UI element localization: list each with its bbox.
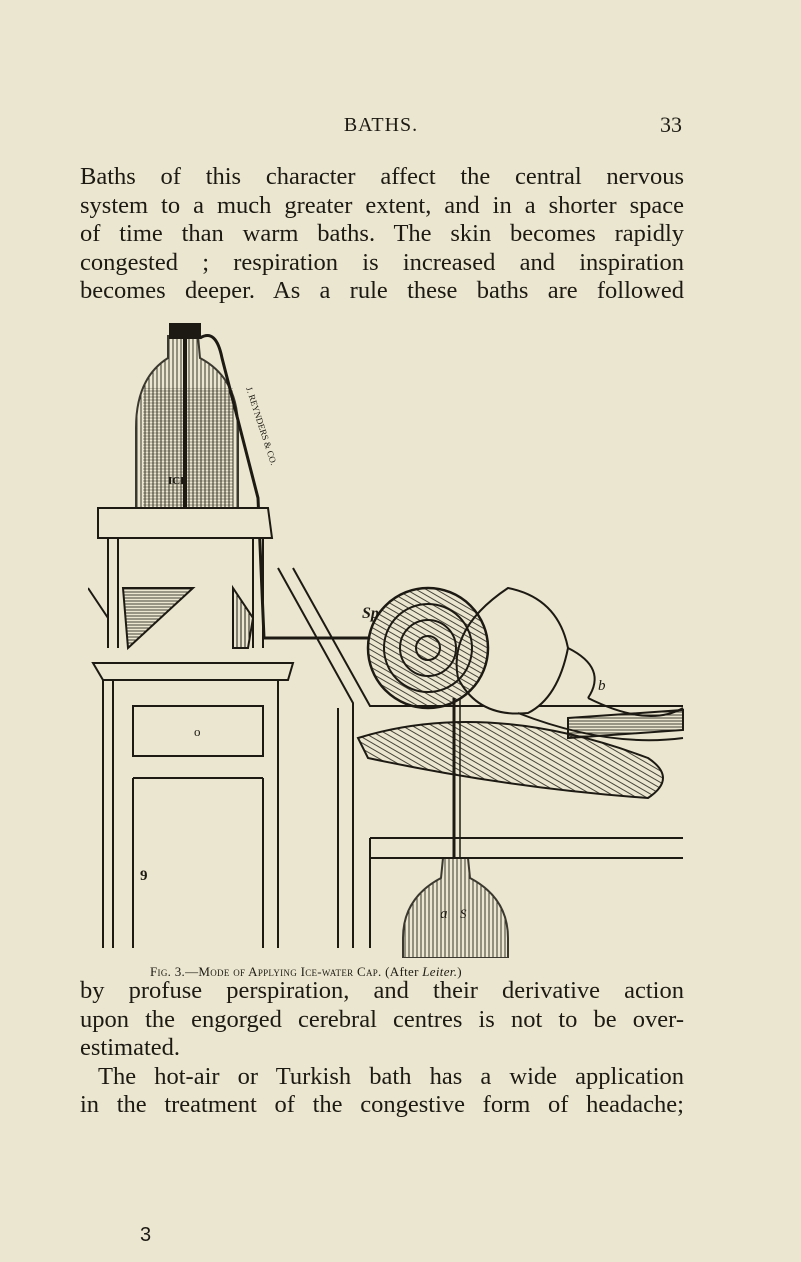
text-line: by profuse perspiration, and their derivative action (80, 977, 684, 1004)
text-line: of time than warm baths. The skin becomes rapidly (80, 220, 684, 247)
drawer-knob: o (194, 724, 201, 739)
ice-cap-coil (368, 588, 488, 708)
running-title: BATHS. (343, 114, 419, 136)
text-line: Baths of this character affect the central nervous (80, 163, 684, 190)
lower-bottle (403, 858, 508, 958)
label-a: a (440, 906, 448, 922)
upper-stand (88, 508, 272, 648)
text-line: upon the engorged cerebral centres is not to be over- (80, 1005, 684, 1033)
text-line: system to a much greater extent, and in a shorter space (80, 191, 684, 219)
patient-figure (358, 588, 683, 798)
page-number: 33 (660, 112, 682, 137)
figure-ice-water-cap (88, 318, 688, 958)
text-line: in the treatment of the congestive form of headache; (80, 1091, 684, 1118)
bottle-stamp-label: ICE (168, 475, 188, 487)
label-s: S (460, 906, 467, 921)
cabinet (93, 663, 293, 948)
label-b: b (598, 678, 606, 694)
illustration-engraving (88, 318, 688, 958)
upper-bottle (136, 324, 238, 518)
caption-source-name: Leiter. (422, 964, 458, 979)
caption-fig-label: Fig. 3.— (150, 964, 199, 979)
paragraph-upper (80, 163, 684, 306)
caption-title: Mode of Applying Ice-water Cap. (198, 964, 382, 979)
text-line: The hot-air or Turkish bath has a wide application (98, 1062, 684, 1090)
text-line: congested ; respiration is increased and inspiration (80, 248, 684, 276)
running-head (80, 112, 682, 142)
caption-source-open: (After (385, 964, 423, 979)
caption-source-close: ) (457, 964, 462, 979)
bottle-maker-inscription: J. REYNDERS & CO. (244, 385, 279, 467)
cabinet-door-mark: 9 (140, 868, 148, 884)
cap-label-sp: Sp (362, 605, 379, 622)
paragraph-lower (80, 977, 684, 1120)
signature-mark: 3 (140, 1224, 152, 1246)
text-line: estimated. (80, 1034, 181, 1061)
text-line: becomes deeper. As a rule these baths are followed (80, 277, 684, 304)
